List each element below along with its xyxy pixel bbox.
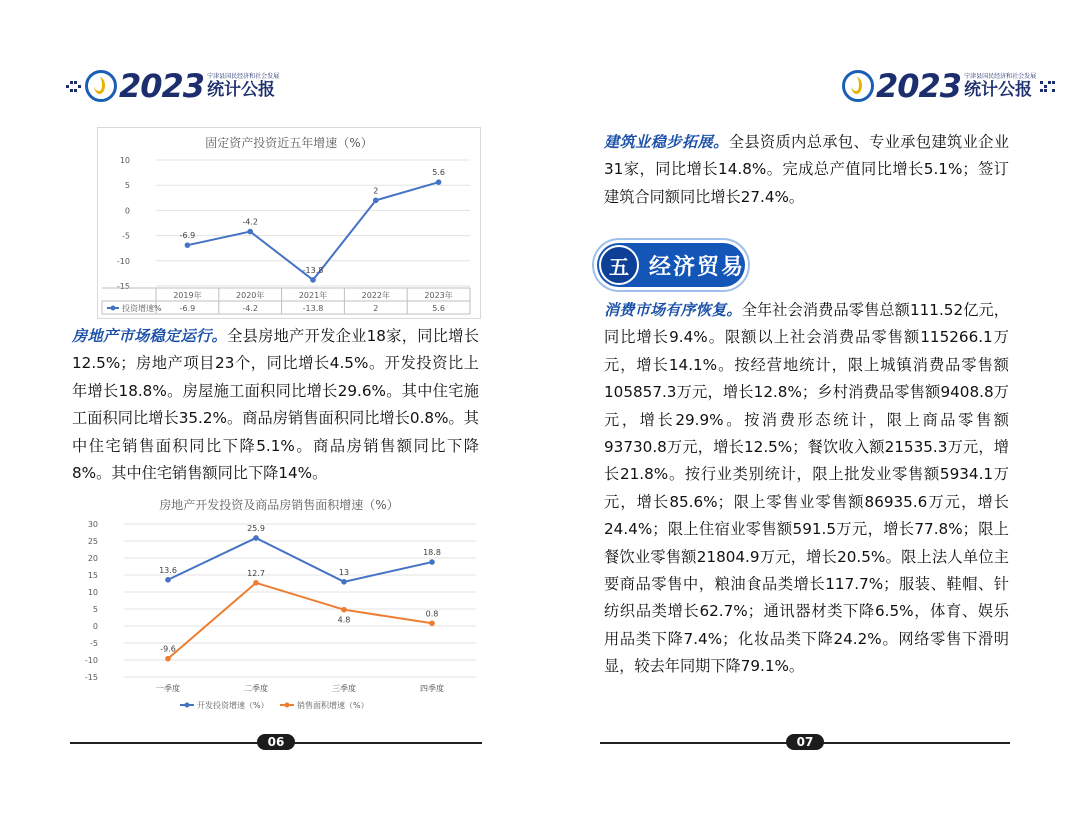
header-year: 2023 — [119, 67, 205, 105]
header-year: 2023 — [876, 67, 962, 105]
header-title: 统计公报 — [207, 79, 276, 100]
real-estate-chart — [84, 495, 482, 715]
table-value: -13.8 — [302, 304, 324, 313]
data-point — [247, 229, 253, 235]
construction-lead: 建筑业稳步拓展。 — [604, 133, 729, 151]
construction-paragraph — [604, 129, 1009, 211]
header-subtitle: 宁津县国民经济和社会发展 — [207, 72, 280, 80]
data-label: 13.6 — [159, 565, 177, 575]
data-label: 13 — [338, 567, 350, 577]
header-logo — [842, 66, 1059, 106]
y-tick-label: 5 — [124, 181, 130, 191]
real-estate-body: 全县房地产开发企业18家，同比增长12.5%；房地产项目23个，同比增长4.5%。开发投资比上年增长18.8%。房屋施工面积同比增长29.6%。其中住宅施工面积同比增长35.2%。商品房销售面积同比增长0.8%。其中住宅销售面积同比下降5.1%。商品房销售额同比下降8%。其中住宅销售额同比下降14%。 — [72, 327, 480, 483]
y-tick-label: -10 — [84, 656, 98, 665]
logo-ring-icon — [85, 70, 117, 102]
data-point — [253, 535, 259, 541]
data-point — [310, 277, 316, 283]
section-title: 经济贸易 — [649, 254, 746, 280]
section-number: 五 — [599, 245, 639, 285]
section-heading — [597, 243, 745, 287]
x-tick-label: 2021年 — [298, 291, 328, 300]
y-tick-label: 10 — [87, 588, 98, 597]
data-label: -4.2 — [242, 217, 259, 227]
logo-ring-icon — [842, 70, 874, 102]
chart-title: 房地产开发投资及商品房销售面积增速（%） — [159, 498, 399, 512]
header-title: 统计公报 — [964, 79, 1033, 100]
data-label: -9.6 — [160, 644, 176, 654]
table-value: 2 — [373, 304, 379, 313]
x-tick-label: 二季度 — [244, 684, 268, 693]
left-footer — [70, 734, 482, 750]
table-value: -6.9 — [179, 304, 196, 313]
data-point — [165, 577, 171, 583]
legend-marker — [185, 703, 190, 708]
header-logo — [62, 66, 279, 106]
x-tick-label: 三季度 — [332, 684, 356, 693]
x-tick-label: 2020年 — [236, 291, 265, 300]
y-tick-label: 5 — [92, 605, 98, 614]
y-tick-label: 15 — [87, 571, 98, 580]
data-label: 5.6 — [432, 168, 445, 178]
consumption-paragraph — [604, 297, 1009, 681]
data-point — [373, 198, 379, 204]
data-point — [165, 656, 171, 662]
legend-label: 销售面积增速（%） — [297, 701, 369, 710]
right-page — [540, 0, 1080, 815]
real-estate-lead: 房地产市场稳定运行。 — [72, 327, 228, 345]
data-label: 12.7 — [247, 568, 265, 578]
data-point — [436, 179, 442, 185]
data-label: 25.9 — [247, 523, 265, 533]
y-tick-label: 20 — [87, 554, 98, 563]
y-tick-label: 30 — [87, 520, 98, 529]
data-point — [253, 580, 259, 586]
data-label: 4.8 — [337, 615, 351, 625]
y-tick-label: 0 — [124, 206, 130, 216]
legend-label: 投资增速% — [122, 304, 162, 313]
page-number: 07 — [786, 734, 824, 750]
real-estate-chart-svg — [84, 495, 482, 715]
legend-marker — [285, 703, 290, 708]
data-point — [429, 559, 435, 565]
page-number: 06 — [257, 734, 295, 750]
construction-body: 全县资质内总承包、专业承包建筑业企业31家，同比增长14.8%。完成总产值同比增长5.1%；签订建筑合同额同比增长27.4%。 — [604, 133, 1010, 206]
data-label: 2 — [373, 186, 379, 196]
header-subtitle: 宁津县国民经济和社会发展 — [964, 72, 1037, 80]
consumption-lead: 消费市场有序恢复。 — [604, 301, 742, 319]
y-tick-label: 10 — [119, 156, 130, 165]
x-tick-label: 2022年 — [361, 291, 390, 300]
x-tick-label: 2019年 — [173, 291, 202, 300]
table-value: 5.6 — [432, 304, 445, 313]
y-tick-label: 25 — [87, 537, 98, 546]
data-label: 0.8 — [425, 609, 439, 619]
data-label: -6.9 — [179, 231, 196, 241]
legend-label: 开发投资增速（%） — [197, 701, 269, 710]
y-tick-label: -15 — [116, 282, 130, 291]
legend-marker — [111, 306, 116, 311]
data-point — [341, 579, 347, 585]
pixel-decoration-icon — [1040, 81, 1055, 92]
data-point — [185, 242, 191, 248]
data-label: 18.8 — [423, 548, 441, 558]
chart-title: 固定资产投资近五年增速（%） — [205, 136, 373, 150]
real-estate-paragraph — [72, 323, 479, 487]
y-tick-label: -15 — [84, 673, 98, 682]
consumption-body: 全年社会消费品零售总额111.52亿元，同比增长9.4%。限额以上社会消费品零售额115266.1万元，增长14.1%。按经营地统计，限上城镇消费品零售额105857.3万元，增长12.8%；乡村消费品零售额9408.8万元，增长29.9%。按消费形态统计，限上商品零售额93730.8万元，增长12.5%；餐饮收入额21535.3万元，增长21.8%。按行业类别统计，限上批发业零售额5934.1万元，增长85.6%；限上零售业零售额86935.6万元，增长24.4%；限上住宿业零售额591.5万元，增长77.8%；限上餐饮业零售额21804.9万元，增长20.5%。限上法人单位主要商品零售中，粮油食品类增长117.7%；服装、鞋帽、针纺织品类增长62.7%；通讯器材类下降6.5%，体育、娱乐用品类下降7.4%；化妆品类下降24.2%。网络零售下滑明显，较去年同期下降79.1%。 — [604, 301, 1009, 676]
right-footer — [600, 734, 1010, 750]
x-tick-label: 四季度 — [420, 684, 444, 693]
fixed-investment-chart — [97, 127, 481, 319]
x-tick-label: 2023年 — [424, 291, 453, 300]
pixel-decoration-icon — [66, 81, 81, 92]
data-point — [429, 620, 435, 626]
table-value: -4.2 — [242, 304, 259, 313]
fixed-investment-chart-svg — [98, 128, 480, 318]
y-tick-label: -5 — [122, 231, 130, 241]
y-tick-label: -10 — [116, 256, 130, 266]
y-tick-label: 0 — [92, 622, 98, 631]
x-tick-label: 一季度 — [156, 684, 180, 693]
y-tick-label: -5 — [90, 639, 98, 648]
series-line — [168, 583, 432, 659]
data-point — [341, 607, 347, 613]
data-label: -13.8 — [302, 265, 324, 275]
